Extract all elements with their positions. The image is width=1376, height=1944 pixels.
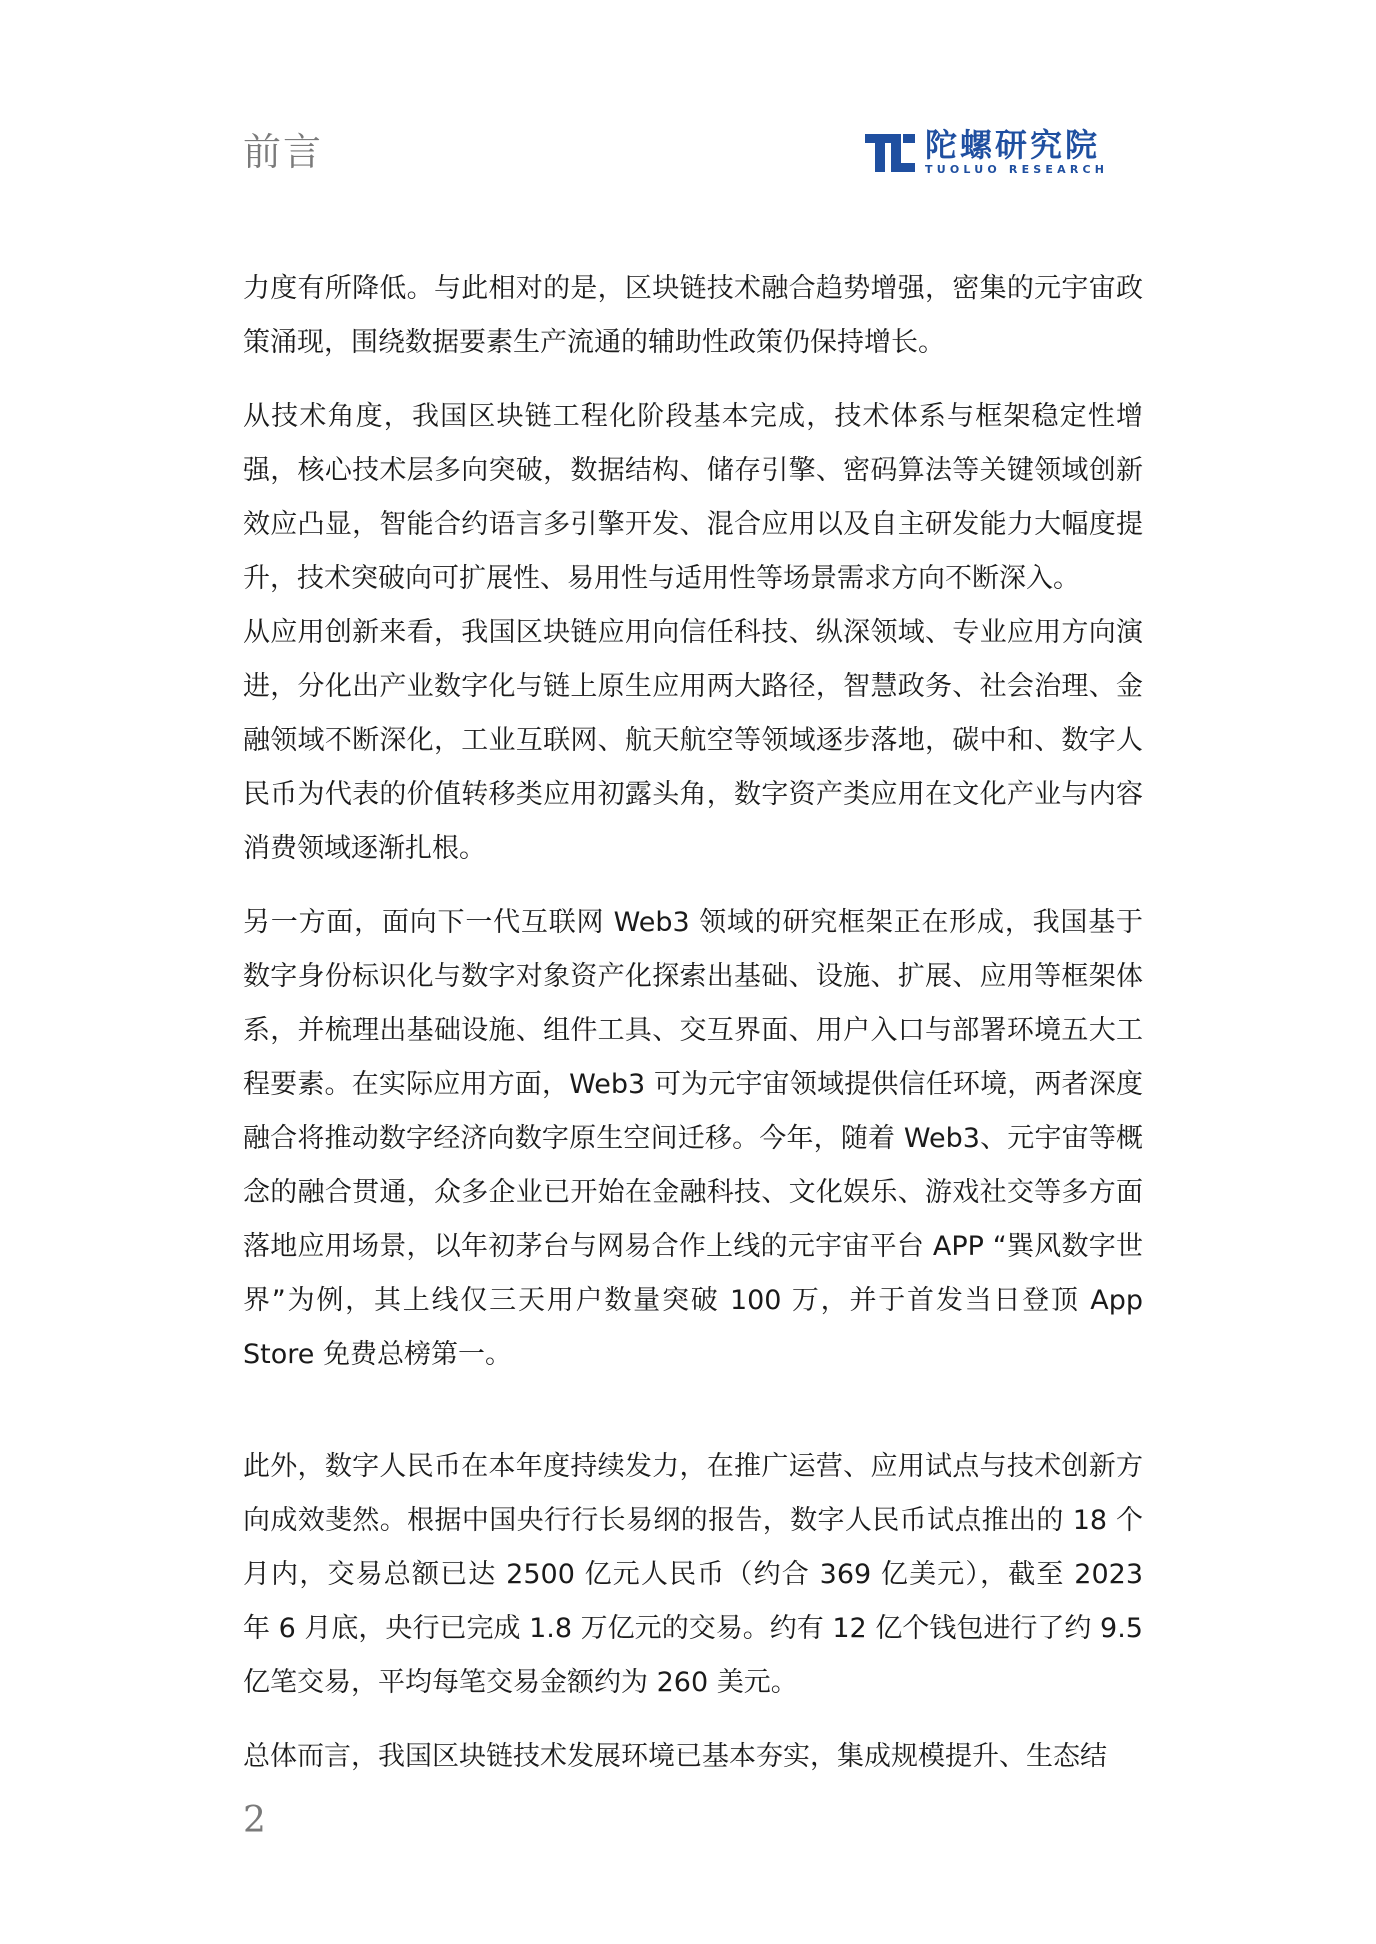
paragraph-3: 从应用创新来看，我国区块链应用向信任科技、纵深领域、专业应用方向演进，分化出产业数字化与链上原生应用两大路径，智慧政务、社会治理、金融领域不断深化，工业互联网、航天航空等领域逐步落地，碳中和、数字人民币为代表的价值转移类应用初露头角，数字资产类应用在文化产业与内容消费领域逐渐扎根。 <box>243 617 1143 864</box>
paragraph-2: 从技术角度，我国区块链工程化阶段基本完成，技术体系与框架稳定性增强，核心技术层多向突破，数据结构、储存引擎、密码算法等关键领域创新效应凸显，智能合约语言多引擎开发、混合应用以及自主研发能力大幅度提升，技术突破向可扩展性、易用性与适用性等场景需求方向不断深入。 <box>243 401 1143 594</box>
logo-name: 陀螺研究院 <box>925 126 1101 164</box>
paragraph-5: 此外，数字人民币在本年度持续发力，在推广运营、应用试点与技术创新方向成效斐然。根据中国央行行长易纲的报告，数字人民币试点推出的 18 个月内，交易总额已达 2500 亿元人民币（约合 369 亿美元），截至 2023 年 6 月底，央行已完成 1.8 万亿元的交易。约有 12 亿个钱包进行了约 9.5 亿笔交易，平均每笔交易金额约为 260 美元。 <box>243 1451 1143 1698</box>
section-title: 前言 <box>243 130 324 174</box>
brand-logo <box>865 126 1108 178</box>
tuoluo-logo-icon <box>865 128 917 176</box>
logo-subtitle: TUOLUO RESEARCH <box>925 163 1109 176</box>
logo-text <box>925 127 1108 177</box>
paragraph-4: 另一方面，面向下一代互联网 Web3 领域的研究框架正在形成，我国基于数字身份标识化与数字对象资产化探索出基础、设施、扩展、应用等框架体系，并梳理出基础设施、组件工具、交互界面、用户入口与部署环境五大工程要素。在实际应用方面，Web3 可为元宇宙领域提供信任环境，两者深度融合将推动数字经济向数字原生空间迁移。今年，随着 Web3、元宇宙等概念的融合贯通，众多企业已开始在金融科技、文化娱乐、游戏社交等多方面落地应用场景，以年初茅台与网易合作上线的元宇宙平台 APP “巽风数字世界”为例，其上线仅三天用户数量突破 100 万，并于首发当日登顶 App Store 免费总榜第一。 <box>243 907 1143 1370</box>
paragraph-1: 力度有所降低。与此相对的是，区块链技术融合趋势增强，密集的元宇宙政策涌现，围绕数据要素生产流通的辅助性政策仍保持增长。 <box>243 273 1143 358</box>
paragraph-6: 总体而言，我国区块链技术发展环境已基本夯实，集成规模提升、生态结 <box>243 1741 1107 1772</box>
body-text <box>243 262 1143 1784</box>
page-number: 2 <box>243 1800 266 1841</box>
